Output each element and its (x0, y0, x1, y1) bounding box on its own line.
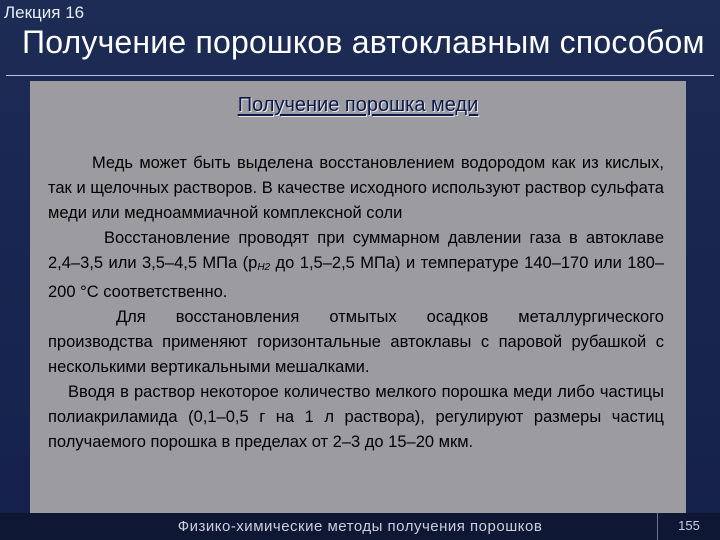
page-number: 155 (678, 518, 700, 533)
section-subtitle: Получение порошка меди (237, 94, 479, 116)
slide-title: Получение порошков автоклавным способом (22, 24, 705, 60)
paragraph-2-continued: до 1,5–2,5 МПа) и температуре 140–170 или 180–200 °С соответственно. (48, 254, 665, 301)
paragraph-1: Медь может быть выделена восстановлением водородом как из кислых, так и щелочных растворов. В качестве исходного используют раствор сульфата меди или медноаммиачной комплексной соли (48, 154, 664, 222)
lecture-label: Лекция 16 (4, 3, 85, 22)
footer-bar (0, 513, 720, 540)
paragraph-4: Вводя в раствор некоторое количество мелкого порошка меди либо частицы полиакриламида (0,1–0,5 г на 1 л раствора), регулируют размеры частиц получаемого порошка в пределах от 2–3 до 15–20 мкм. (48, 383, 664, 451)
body-text (48, 151, 664, 455)
hydrogen-subscript: H2 (257, 262, 271, 273)
content-panel (30, 81, 686, 513)
page-number-box (657, 513, 720, 540)
paragraph-3: Для восстановления отмытых осадков металлургического производства применяют горизонтальные автоклавы с паровой рубашкой с несколькими вертикальными мешалками. (48, 308, 664, 376)
paragraph-2 (48, 226, 664, 305)
footer-text: Физико-химические методы получения порошков (177, 518, 543, 535)
title-divider (6, 75, 714, 76)
paragraph-2-text: Восстановление проводят при суммарном давлении газа в автоклаве 2,4–3,5 или 3,5–4,5 МПа (р (48, 229, 664, 272)
